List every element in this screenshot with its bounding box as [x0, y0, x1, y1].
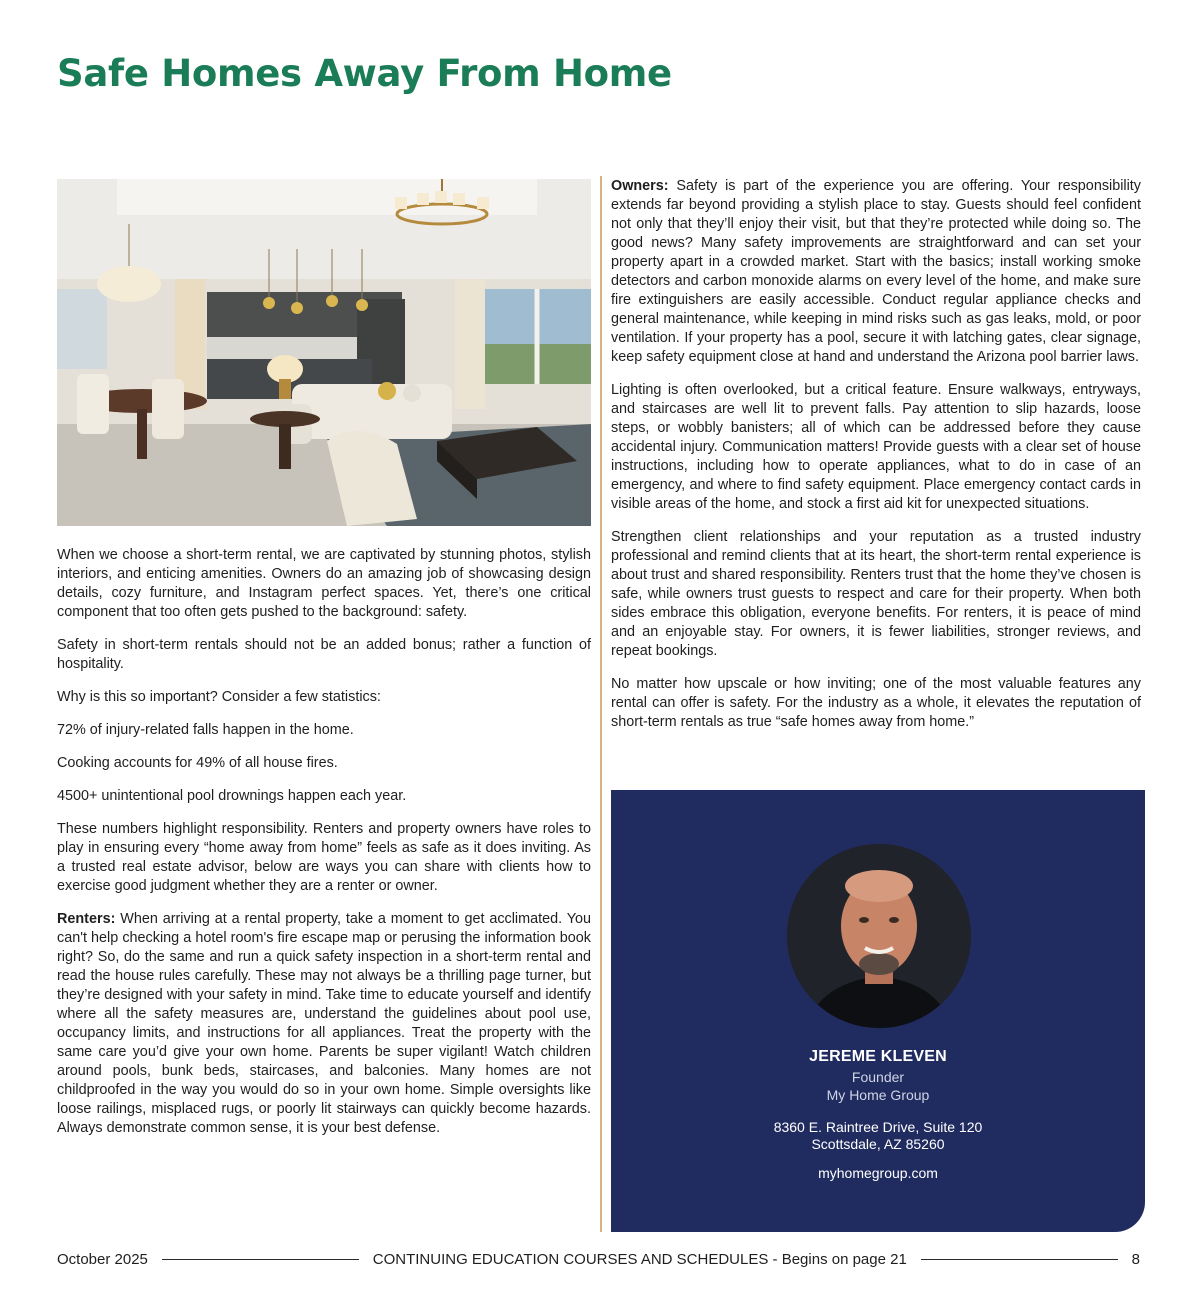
agent-title: Founder — [851, 1069, 905, 1085]
agent-address-line1: 8360 E. Raintree Drive, Suite 120 — [773, 1119, 983, 1135]
agent-website-link[interactable]: myhomegroup.com — [818, 1165, 938, 1181]
renters-text: When arriving at a rental property, take a moment to get acclimated. You can't help checking a hotel room's fire escape map or perusing the information book right? So, do the same and run a quick safety inspection in a short-term rental and read the house rules carefully. These may not always be a thrilling page turner, but they’re designed with your safety in mind. Take time to educate yourself and identify where all the safety measures are, understand the guidelines about pool use, occupancy limits, and instructions for all appliances. Treat the property with the same care you’d give your own home. Parents be super vigilant! Watch children around pools, bunk beds, staircases, and balconies. Many homes are not childproofed in the way you would do so in your own home. Simple oversights like loose railings, misplaced rugs, or poorly lit stairways can quickly become hazards. Always demonstrate common sense, it is your best defense. — [57, 911, 591, 1136]
article-title: Safe Homes Away From Home — [57, 52, 672, 95]
agent-name: JEREME KLEVEN — [809, 1048, 947, 1065]
owners-text: Safety is part of the experience you are offering. Your responsibility extends far beyond providing a stylish place to stay. Guests should feel confident not only that they’ll enjoy their visit, but that they’re protected while doing so. The good news? Many safety improvements are straightforward and can set your property apart in a crowded market. Start with the basics; install working smoke detectors and carbon monoxide alarms on every level of the home, and make sure fire extinguishers are easily accessible. Conduct regular appliance checks and general maintenance, while keeping in mind risks such as gas leaks, mold, or poor ventilation. If your property has a pool, secure it with latching gates, clear signage, keep safety equipment close at hand and understand the Arizona pool barrier laws. — [611, 178, 1141, 365]
page-footer — [57, 1249, 1140, 1269]
body-paragraph: These numbers highlight responsibility. Renters and property owners have roles to play in ensuring every “home away from home” feels as safe as it does inviting. As a trusted real estate advisor, below are ways you can share with clients how to exercise good judgment whether they are a renter or owner. — [57, 821, 591, 894]
renters-paragraph — [57, 910, 591, 1138]
footer-course-notice: CONTINUING EDUCATION COURSES AND SCHEDULES - Begins on page 21 — [372, 1250, 907, 1268]
owners-label: Owners: — [611, 178, 669, 194]
page-number: 8 — [1131, 1250, 1141, 1268]
statistic-paragraph: 72% of injury-related falls happen in the home. — [57, 722, 354, 738]
column-divider — [600, 176, 602, 1232]
footer-date: October 2025 — [57, 1250, 148, 1268]
agent-portrait — [787, 844, 971, 1028]
footer-divider-line — [162, 1259, 359, 1260]
body-paragraph: Why is this so important? Consider a few statistics: — [57, 689, 381, 705]
intro-paragraph: When we choose a short-term rental, we are captivated by stunning photos, stylish interiors, and enticing amenities. Owners do an amazing job of showcasing design details, cozy furniture, and Instagram perfect spaces. Yet, there’s one critical component that too often gets pushed to the background: safety. — [57, 547, 591, 620]
agent-address-line2: Scottsdale, AZ 85260 — [811, 1136, 945, 1152]
agent-card — [611, 790, 1145, 1232]
interior-photo — [57, 179, 591, 526]
body-paragraph: Safety in short-term rentals should not be an added bonus; rather a function of hospitality. — [57, 637, 591, 672]
body-paragraph: Lighting is often overlooked, but a critical feature. Ensure walkways, entryways, and staircases are well lit to prevent falls. Pay attention to slip hazards, loose steps, or wobbly banisters; all of which can be addressed before they cause accidental injury. Communication matters! Provide guests with a clear set of house instructions, including how to operate appliances, what to do in case of an emergency, and where to find safety equipment. Place emergency contact cards in visible areas of the home, and stock a first aid kit for unexpected situations. — [611, 382, 1141, 512]
right-column — [611, 177, 1141, 746]
closing-paragraph: No matter how upscale or how inviting; one of the most valuable features any rental can offer is safety. For the industry as a whole, it elevates the reputation of short-term rentals as true “safe homes away from home.” — [611, 676, 1141, 730]
renters-label: Renters: — [57, 911, 116, 927]
agent-company: My Home Group — [826, 1087, 930, 1103]
left-column — [57, 546, 591, 1152]
owners-paragraph — [611, 177, 1141, 367]
footer-divider-line — [921, 1259, 1118, 1260]
statistic-paragraph: Cooking accounts for 49% of all house fires. — [57, 755, 338, 771]
body-paragraph: Strengthen client relationships and your reputation as a trusted industry professional and remind clients that at its heart, the short-term rental experience is about trust and shared responsibility. Renters trust that the home they’ve chosen is safe, while owners trust guests to respect and care for their property. When both sides embrace this obligation, everyone benefits. For renters, it is peace of mind and an enjoyable stay. For owners, it is fewer liabilities, stronger reviews, and repeat bookings. — [611, 529, 1141, 659]
statistic-paragraph: 4500+ unintentional pool drownings happen each year. — [57, 788, 407, 804]
